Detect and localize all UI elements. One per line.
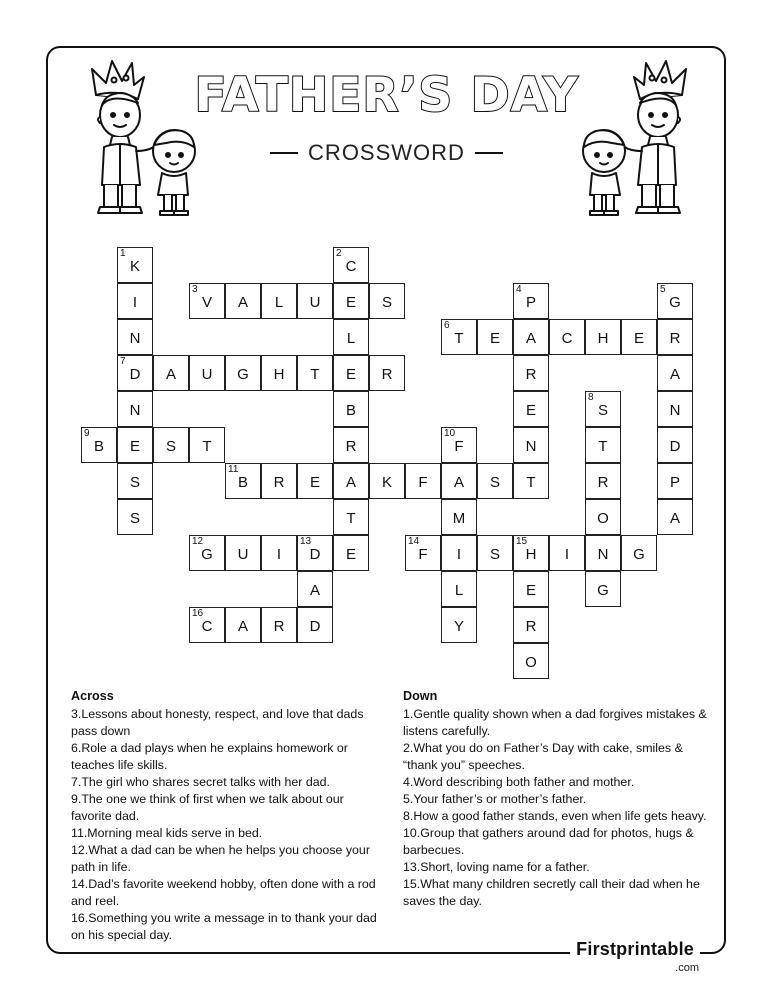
grid-cell[interactable]	[225, 535, 261, 571]
cell-letter: A	[237, 617, 248, 635]
cell-letter: R	[345, 437, 357, 455]
grid-cell[interactable]	[297, 535, 333, 571]
cell-letter: G	[201, 545, 213, 563]
cell-letter: T	[346, 509, 356, 527]
grid-cell[interactable]	[513, 355, 549, 391]
cell-letter: N	[597, 545, 609, 563]
grid-cell[interactable]	[657, 319, 693, 355]
clue-item: 10.Group that gathers around dad for photos, hugs & barbecues.	[403, 826, 694, 857]
clue-item: 16.Something you write a message in to thank your dad on his special day.	[71, 911, 377, 942]
father-child-illustration-right	[566, 55, 696, 220]
cell-letter: R	[273, 617, 285, 635]
grid-cell[interactable]	[261, 463, 297, 499]
grid-cell[interactable]	[297, 607, 333, 643]
cell-letter: P	[669, 473, 680, 491]
clue-number: 14	[408, 536, 420, 547]
grid-cell[interactable]	[477, 535, 513, 571]
grid-cell[interactable]	[585, 391, 621, 427]
page-title: FATHER’S DAY	[194, 68, 579, 123]
grid-cell[interactable]	[225, 283, 261, 319]
subtitle-row	[270, 138, 503, 168]
grid-cell[interactable]	[117, 499, 153, 535]
cell-letter: R	[273, 473, 285, 491]
cell-letter: T	[202, 437, 212, 455]
grid-cell[interactable]	[621, 535, 657, 571]
cell-letter: H	[597, 329, 609, 347]
subtitle-right-rule	[475, 152, 503, 154]
grid-cell[interactable]	[441, 463, 477, 499]
grid-cell[interactable]	[477, 319, 513, 355]
cell-letter: U	[201, 365, 213, 383]
cell-letter: C	[561, 329, 573, 347]
cell-letter: E	[309, 473, 320, 491]
cell-letter: N	[129, 401, 141, 419]
cell-letter: S	[489, 545, 500, 563]
cell-letter: H	[525, 545, 537, 563]
cell-letter: F	[454, 437, 464, 455]
grid-cell[interactable]	[585, 319, 621, 355]
grid-cell[interactable]	[369, 463, 405, 499]
clue-number: 3	[192, 284, 198, 295]
clue-item: 2.What you do on Father’s Day with cake, smiles & “thank you” speeches.	[403, 741, 683, 772]
clue-item: 3.Lessons about honesty, respect, and love that dads pass down	[71, 707, 364, 738]
grid-cell[interactable]	[117, 463, 153, 499]
cell-letter: N	[525, 437, 537, 455]
cell-letter: I	[276, 545, 282, 563]
cell-letter: T	[526, 473, 536, 491]
cell-letter: Y	[453, 617, 464, 635]
clue-item: 11.Morning meal kids serve in bed.	[71, 826, 263, 840]
father-child-illustration-left	[82, 55, 212, 220]
clue-number: 10	[444, 428, 456, 439]
grid-cell[interactable]	[441, 319, 477, 355]
cell-letter: S	[129, 509, 140, 527]
brand-logo: Firstprintable	[570, 939, 700, 960]
cell-letter: E	[345, 545, 356, 563]
cell-letter: L	[346, 329, 356, 347]
clue-number: 9	[84, 428, 90, 439]
cell-letter: D	[309, 617, 321, 635]
clue-number: 2	[336, 248, 342, 259]
grid-cell[interactable]	[405, 535, 441, 571]
grid-cell[interactable]	[333, 319, 369, 355]
brand-domain: .com	[675, 962, 699, 974]
grid-cell[interactable]	[189, 355, 225, 391]
grid-cell[interactable]	[441, 499, 477, 535]
grid-cell[interactable]	[333, 463, 369, 499]
cell-letter: E	[525, 401, 536, 419]
clue-number: 12	[192, 536, 204, 547]
cell-letter: D	[309, 545, 321, 563]
cell-letter: S	[129, 473, 140, 491]
grid-cell[interactable]	[657, 463, 693, 499]
clue-item: 1.Gentle quality shown when a dad forgives mistakes & listens carefully.	[403, 707, 707, 738]
grid-cell[interactable]	[657, 391, 693, 427]
cell-letter: S	[489, 473, 500, 491]
cell-letter: P	[525, 293, 536, 311]
cell-letter: D	[129, 365, 141, 383]
grid-cell[interactable]	[333, 499, 369, 535]
grid-cell[interactable]	[441, 535, 477, 571]
grid-cell[interactable]	[513, 463, 549, 499]
across-heading: Across	[71, 689, 114, 703]
grid-cell[interactable]	[513, 535, 549, 571]
grid-cell[interactable]	[117, 391, 153, 427]
cell-letter: N	[669, 401, 681, 419]
clue-item: 4.Word describing both father and mother.	[403, 775, 635, 789]
grid-cell[interactable]	[225, 463, 261, 499]
down-heading: Down	[403, 689, 438, 703]
grid-cell[interactable]	[297, 283, 333, 319]
cell-letter: R	[381, 365, 393, 383]
cell-letter: I	[564, 545, 570, 563]
grid-cell[interactable]	[297, 355, 333, 391]
clue-number: 13	[300, 536, 312, 547]
grid-cell[interactable]	[585, 427, 621, 463]
clue-number: 8	[588, 392, 594, 403]
cell-letter: M	[452, 509, 466, 527]
clue-number: 6	[444, 320, 450, 331]
grid-cell[interactable]	[657, 355, 693, 391]
grid-cell[interactable]	[513, 427, 549, 463]
grid-cell[interactable]	[261, 535, 297, 571]
grid-cell[interactable]	[441, 607, 477, 643]
clue-item: 8.How a good father stands, even when life gets heavy.	[403, 809, 707, 823]
cell-letter: U	[309, 293, 321, 311]
cell-letter: A	[453, 473, 464, 491]
clue-number: 4	[516, 284, 522, 295]
grid-cell[interactable]	[333, 391, 369, 427]
cell-letter: T	[454, 329, 464, 347]
grid-cell[interactable]	[513, 391, 549, 427]
grid-cell[interactable]	[441, 427, 477, 463]
grid-cell[interactable]	[117, 427, 153, 463]
grid-cell[interactable]	[333, 283, 369, 319]
cell-letter: E	[489, 329, 500, 347]
cell-letter: B	[93, 437, 104, 455]
grid-cell[interactable]	[585, 499, 621, 535]
grid-cell[interactable]	[189, 535, 225, 571]
cell-letter: S	[597, 401, 608, 419]
cell-letter: T	[598, 437, 608, 455]
grid-cell[interactable]	[117, 283, 153, 319]
cell-letter: A	[525, 329, 536, 347]
cell-letter: R	[669, 329, 681, 347]
grid-cell[interactable]	[117, 319, 153, 355]
cell-letter: L	[274, 293, 284, 311]
grid-cell[interactable]	[477, 463, 513, 499]
cell-letter: G	[597, 581, 609, 599]
clue-item: 14.Dad’s favorite weekend hobby, often done with a rod and reel.	[71, 877, 376, 908]
cell-letter: G	[669, 293, 681, 311]
clue-number: 1	[120, 248, 126, 259]
grid-cell[interactable]	[189, 607, 225, 643]
cell-letter: N	[129, 329, 141, 347]
grid-cell[interactable]	[549, 319, 585, 355]
down-clues	[403, 688, 708, 910]
grid-cell[interactable]	[153, 427, 189, 463]
across-clues	[71, 688, 386, 944]
grid-cell[interactable]	[657, 283, 693, 319]
cell-letter: U	[237, 545, 249, 563]
cell-letter: E	[345, 365, 356, 383]
cell-letter: A	[669, 365, 680, 383]
cell-letter: E	[525, 581, 536, 599]
cell-letter: F	[418, 545, 428, 563]
cell-letter: A	[345, 473, 356, 491]
clue-item: 7.The girl who shares secret talks with her dad.	[71, 775, 330, 789]
grid-cell[interactable]	[369, 283, 405, 319]
grid-cell[interactable]	[657, 499, 693, 535]
cell-letter: R	[525, 365, 537, 383]
cell-letter: I	[132, 293, 138, 311]
grid-cell[interactable]	[189, 427, 225, 463]
cell-letter: S	[165, 437, 176, 455]
grid-cell[interactable]	[513, 643, 549, 679]
across-clue-list	[71, 706, 386, 944]
cell-letter: L	[454, 581, 464, 599]
cell-letter: A	[237, 293, 248, 311]
cell-letter: G	[633, 545, 645, 563]
cell-letter: O	[525, 653, 537, 671]
grid-cell[interactable]	[261, 607, 297, 643]
grid-cell[interactable]	[549, 535, 585, 571]
cell-letter: G	[237, 365, 249, 383]
cell-letter: C	[345, 257, 357, 275]
cell-letter: H	[273, 365, 285, 383]
clue-item: 13.Short, loving name for a father.	[403, 860, 590, 874]
grid-cell[interactable]	[513, 607, 549, 643]
cell-letter: K	[381, 473, 392, 491]
cell-letter: A	[669, 509, 680, 527]
clue-number: 15	[516, 536, 528, 547]
grid-cell[interactable]	[405, 463, 441, 499]
grid-cell[interactable]	[297, 571, 333, 607]
grid-cell[interactable]	[441, 571, 477, 607]
cell-letter: B	[237, 473, 248, 491]
grid-cell[interactable]	[333, 535, 369, 571]
clue-item: 6.Role a dad plays when he explains homework or teaches life skills.	[71, 741, 348, 772]
cell-letter: R	[597, 473, 609, 491]
grid-cell[interactable]	[585, 463, 621, 499]
cell-letter: F	[418, 473, 428, 491]
grid-cell[interactable]	[621, 319, 657, 355]
grid-cell[interactable]	[225, 355, 261, 391]
cell-letter: E	[633, 329, 644, 347]
cell-letter: D	[669, 437, 681, 455]
cell-letter: A	[309, 581, 320, 599]
grid-cell[interactable]	[117, 355, 153, 391]
cell-letter: K	[129, 257, 140, 275]
grid-cell[interactable]	[657, 427, 693, 463]
clue-item: 15.What many children secretly call their dad when he saves the day.	[403, 877, 700, 908]
grid-cell[interactable]	[369, 355, 405, 391]
cell-letter: B	[345, 401, 356, 419]
cell-letter: R	[525, 617, 537, 635]
grid-cell[interactable]	[333, 427, 369, 463]
cell-letter: V	[201, 293, 212, 311]
cell-letter: O	[597, 509, 609, 527]
grid-cell[interactable]	[585, 571, 621, 607]
cell-letter: C	[201, 617, 213, 635]
clue-number: 5	[660, 284, 666, 295]
cell-letter: S	[381, 293, 392, 311]
clue-item: 12.What a dad can be when he helps you choose your path in life.	[71, 843, 370, 874]
grid-cell[interactable]	[513, 319, 549, 355]
grid-cell[interactable]	[117, 247, 153, 283]
cell-letter: A	[165, 365, 176, 383]
grid-cell[interactable]	[333, 355, 369, 391]
subtitle-left-rule	[270, 152, 298, 154]
page-subtitle: CROSSWORD	[308, 140, 465, 165]
grid-cell[interactable]	[261, 355, 297, 391]
grid-cell[interactable]	[513, 571, 549, 607]
clue-number: 7	[120, 356, 126, 367]
grid-cell[interactable]	[297, 463, 333, 499]
clue-number: 11	[228, 464, 239, 475]
clue-item: 5.Your father’s or mother’s father.	[403, 792, 587, 806]
grid-cell[interactable]	[333, 247, 369, 283]
grid-cell[interactable]	[261, 283, 297, 319]
grid-cell[interactable]	[225, 607, 261, 643]
cell-letter: E	[345, 293, 356, 311]
clue-number: 16	[192, 608, 204, 619]
grid-cell[interactable]	[153, 355, 189, 391]
grid-cell[interactable]	[585, 535, 621, 571]
cell-letter: E	[129, 437, 140, 455]
grid-cell[interactable]	[81, 427, 117, 463]
down-clue-list	[403, 706, 708, 910]
clue-item: 9.The one we think of first when we talk about our favorite dad.	[71, 792, 344, 823]
cell-letter: I	[456, 545, 462, 563]
cell-letter: T	[310, 365, 320, 383]
grid-cell[interactable]	[189, 283, 225, 319]
grid-cell[interactable]	[513, 283, 549, 319]
